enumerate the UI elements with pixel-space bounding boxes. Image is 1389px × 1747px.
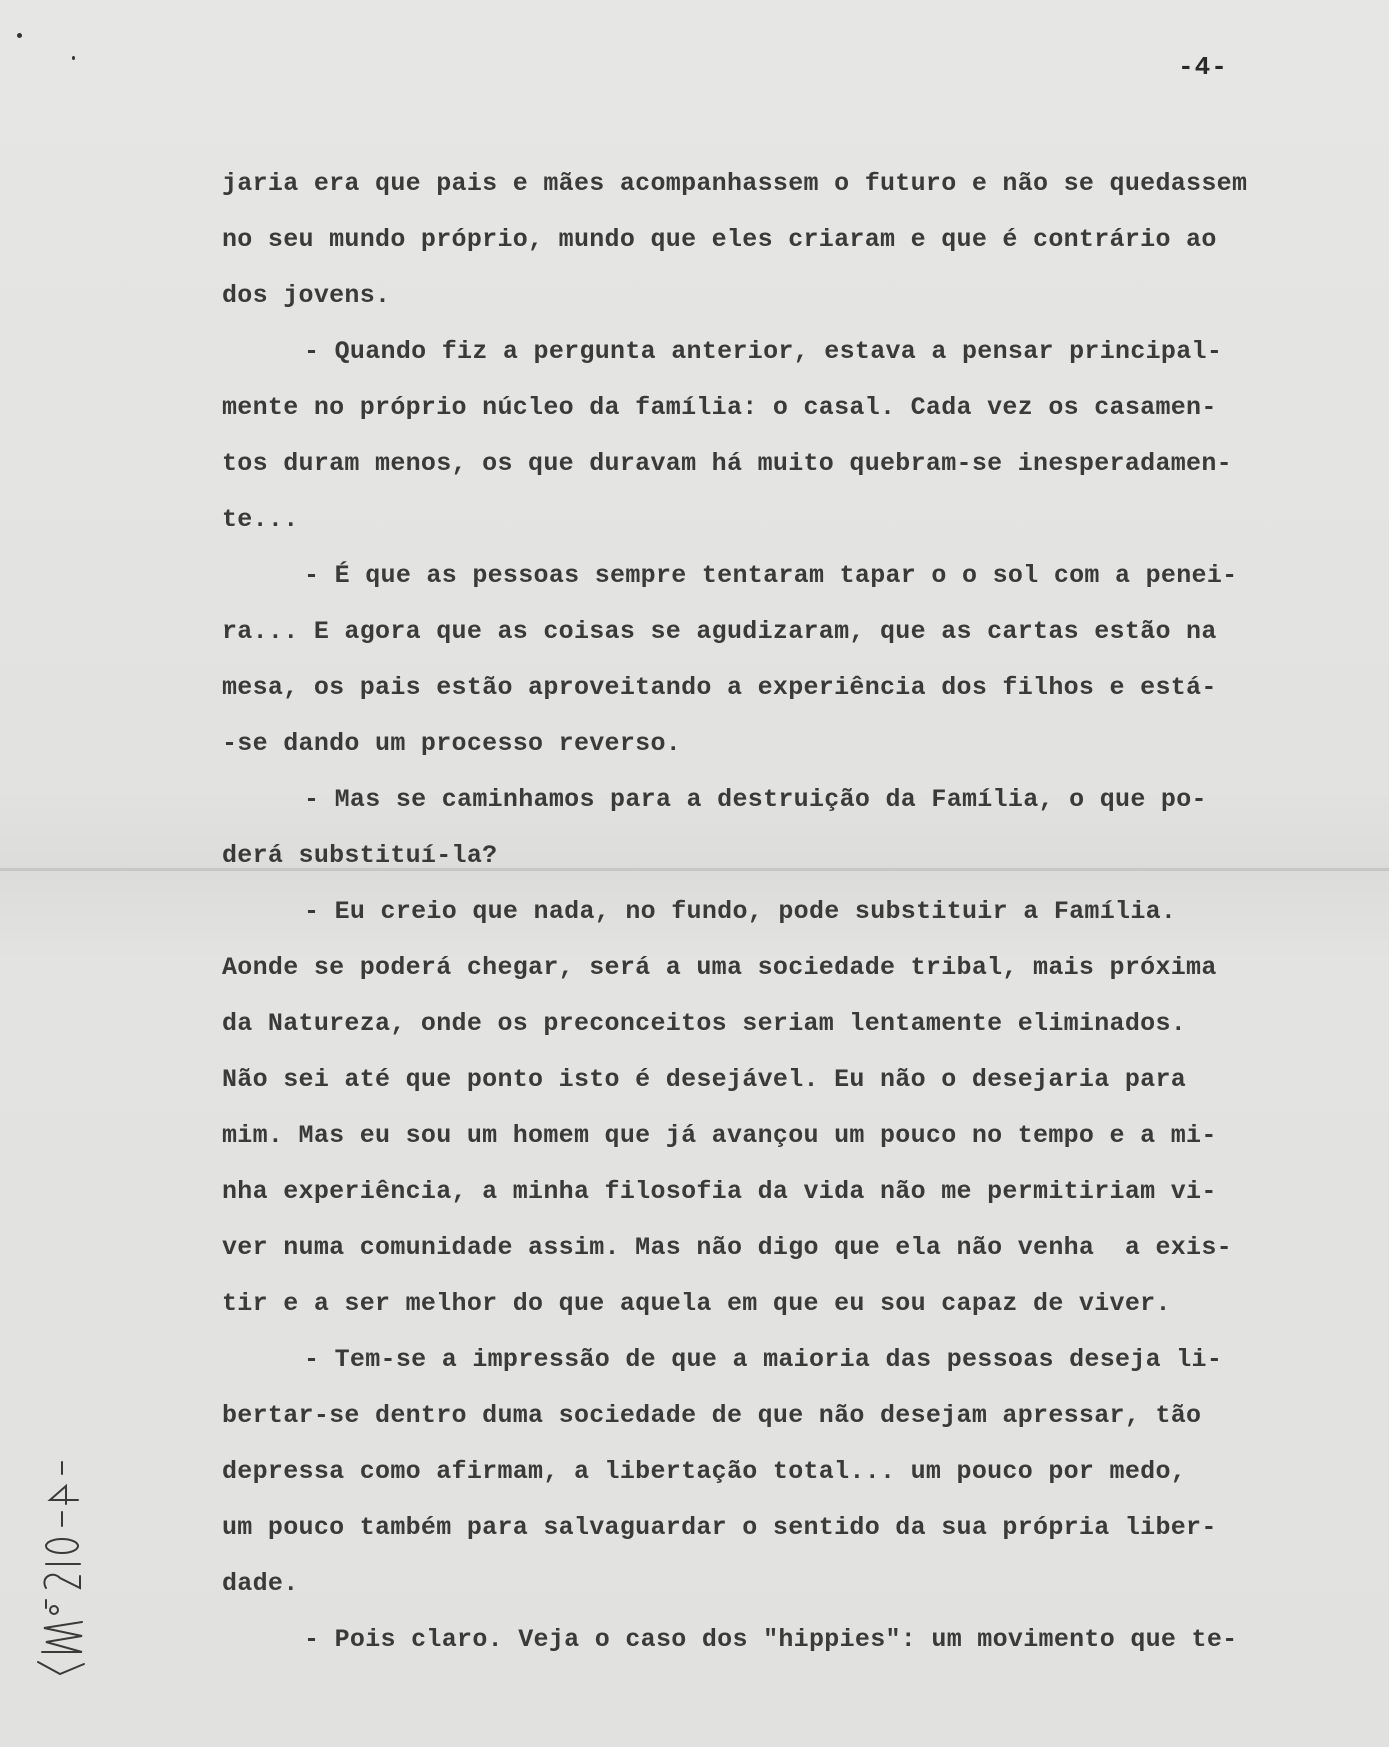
text-line: Não sei até que ponto isto é desejável. Eu não o desejaria para — [222, 1065, 1187, 1094]
handwritten-archive-annotation — [32, 1460, 92, 1680]
handwriting-icon — [32, 1460, 92, 1680]
text-line: mesa, os pais estão aproveitando a experiência dos filhos e está- — [222, 673, 1217, 702]
text-line: da Natureza, onde os preconceitos seriam lentamente eliminados. — [222, 1009, 1187, 1038]
ink-speck — [17, 33, 22, 38]
text-line: - Tem-se a impressão de que a maioria das pessoas deseja li- — [304, 1345, 1223, 1374]
text-line: Aonde se poderá chegar, será a uma sociedade tribal, mais próxima — [222, 953, 1217, 982]
text-line: no seu mundo próprio, mundo que eles criaram e que é contrário ao — [222, 225, 1217, 254]
text-line: bertar-se dentro duma sociedade de que não desejam apressar, tão — [222, 1401, 1202, 1430]
text-line: tir e a ser melhor do que aquela em que eu sou capaz de viver. — [222, 1289, 1171, 1318]
text-line: - É que as pessoas sempre tentaram tapar o o sol com a penei- — [304, 561, 1238, 590]
text-line: tos duram menos, os que duravam há muito quebram-se inesperadamen- — [222, 449, 1232, 478]
document-body — [222, 156, 1352, 1668]
text-line: nha experiência, a minha filosofia da vida não me permitiriam vi- — [222, 1177, 1217, 1206]
text-line: um pouco também para salvaguardar o sentido da sua própria liber- — [222, 1513, 1217, 1542]
text-line: dos jovens. — [222, 281, 391, 310]
text-line: jaria era que pais e mães acompanhassem o futuro e não se quedassem — [222, 169, 1248, 198]
text-line: ver numa comunidade assim. Mas não digo que ela não venha a exis- — [222, 1233, 1232, 1262]
text-line: - Eu creio que nada, no fundo, pode substituir a Família. — [304, 897, 1177, 926]
text-line: mente no próprio núcleo da família: o casal. Cada vez os casamen- — [222, 393, 1217, 422]
text-line: depressa como afirmam, a libertação total... um pouco por medo, — [222, 1457, 1187, 1486]
text-line: dade. — [222, 1569, 299, 1598]
text-line: - Mas se caminhamos para a destruição da Família, o que po- — [304, 785, 1207, 814]
text-line: derá substituí-la? — [222, 841, 498, 870]
page-number: -4- — [1178, 52, 1228, 82]
text-line: - Quando fiz a pergunta anterior, estava a pensar principal- — [304, 337, 1223, 366]
text-line: - Pois claro. Veja o caso dos "hippies": um movimento que te- — [304, 1625, 1238, 1654]
text-line: -se dando um processo reverso. — [222, 729, 682, 758]
ink-speck — [72, 56, 75, 60]
text-line: te... — [222, 505, 299, 534]
text-line: mim. Mas eu sou um homem que já avançou um pouco no tempo e a mi- — [222, 1121, 1217, 1150]
text-line: ra... E agora que as coisas se agudizaram, que as cartas estão na — [222, 617, 1217, 646]
